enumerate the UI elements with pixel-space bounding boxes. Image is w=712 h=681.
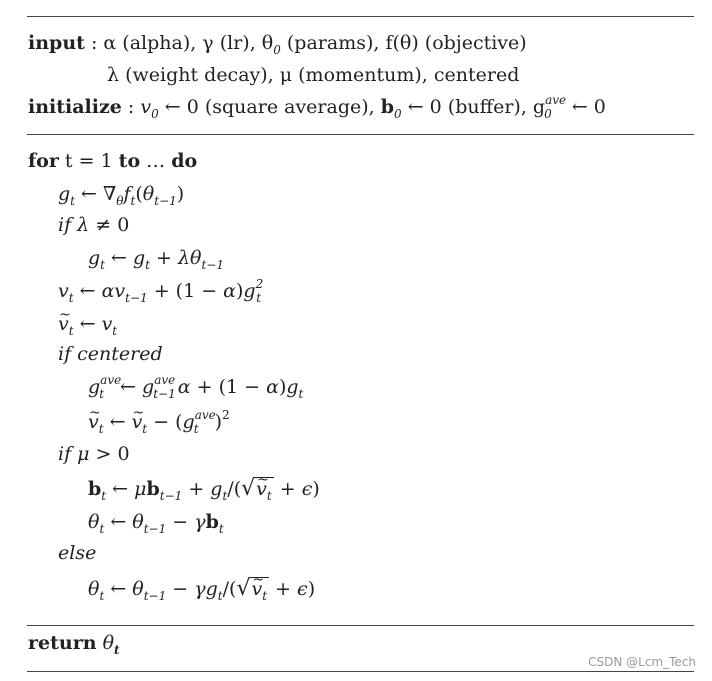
return-line: return $\theta_t$ (28, 632, 120, 657)
initialize-keyword: initialize (28, 96, 122, 118)
for-line: for t = 1 to … do (28, 150, 198, 172)
vtilde-line: ~ $v_t$ ← $v_t$ (58, 311, 117, 337)
grad-avg-line: $g^{ave}_t$ ← $g^{ave}_{t-1}$ $\alpha + (1 - \alpha)g_t$ (88, 373, 304, 401)
if-momentum-line: if μ > 0 (58, 443, 130, 465)
buffer-update-line: $b_t$ ← $\mu b_{t-1}$ + $g_t/(√\sim$ $v_t + \epsilon$) (88, 476, 320, 502)
vtilde-centered-line: ~ $v_t$ ← ~ $v_t - (g^{ave}_t$ )$^2$ (88, 409, 230, 435)
top-rule (27, 16, 694, 17)
square-avg-line: $v_t$ ← $\alpha v_{t-1} + (1 - \alpha)g^2_t$ (58, 277, 264, 305)
if-centered-line: if centered (58, 343, 163, 365)
input-params: α (alpha), γ (lr), $\theta_0$ (params), f(θ) (objective) (103, 32, 527, 57)
input-keyword: input (28, 32, 85, 54)
param-update-line: $\theta_t$ ← $\theta_{t-1}$ − $\gamma g_t/(√\sim$ $v_t + \epsilon$) (88, 576, 315, 602)
if-weight-decay-line: if λ ≠ 0 (58, 214, 130, 236)
input-params-2: λ (weight decay), μ (momentum), centered (107, 64, 520, 86)
mid-rule (27, 134, 694, 135)
input-line-2 (107, 62, 519, 88)
weight-decay-update-line: $g_t$ ← $g_t + \lambda\theta_{t-1}$ (88, 247, 224, 272)
input-line: input : α (alpha), γ (lr), $\theta_0$ (params), f(θ) (objective) (28, 32, 527, 57)
bottom-rule-1 (27, 625, 694, 626)
bottom-rule-2 (27, 671, 694, 672)
initialize-line: initialize : $v_0$ ← 0 (square average), $b_0$ ← 0 (buffer), $g^{ave}_0$ ← 0 (28, 93, 606, 121)
param-update-momentum-line: $\theta_t$ ← $\theta_{t-1} - \gamma b_t$ (88, 511, 224, 536)
grad-line: $g_t$ ← $\nabla_\theta f_t(\theta_{t-1})$ (58, 183, 185, 208)
else-line: else (58, 542, 97, 564)
watermark: CSDN @Lcm_Tech (588, 655, 696, 669)
